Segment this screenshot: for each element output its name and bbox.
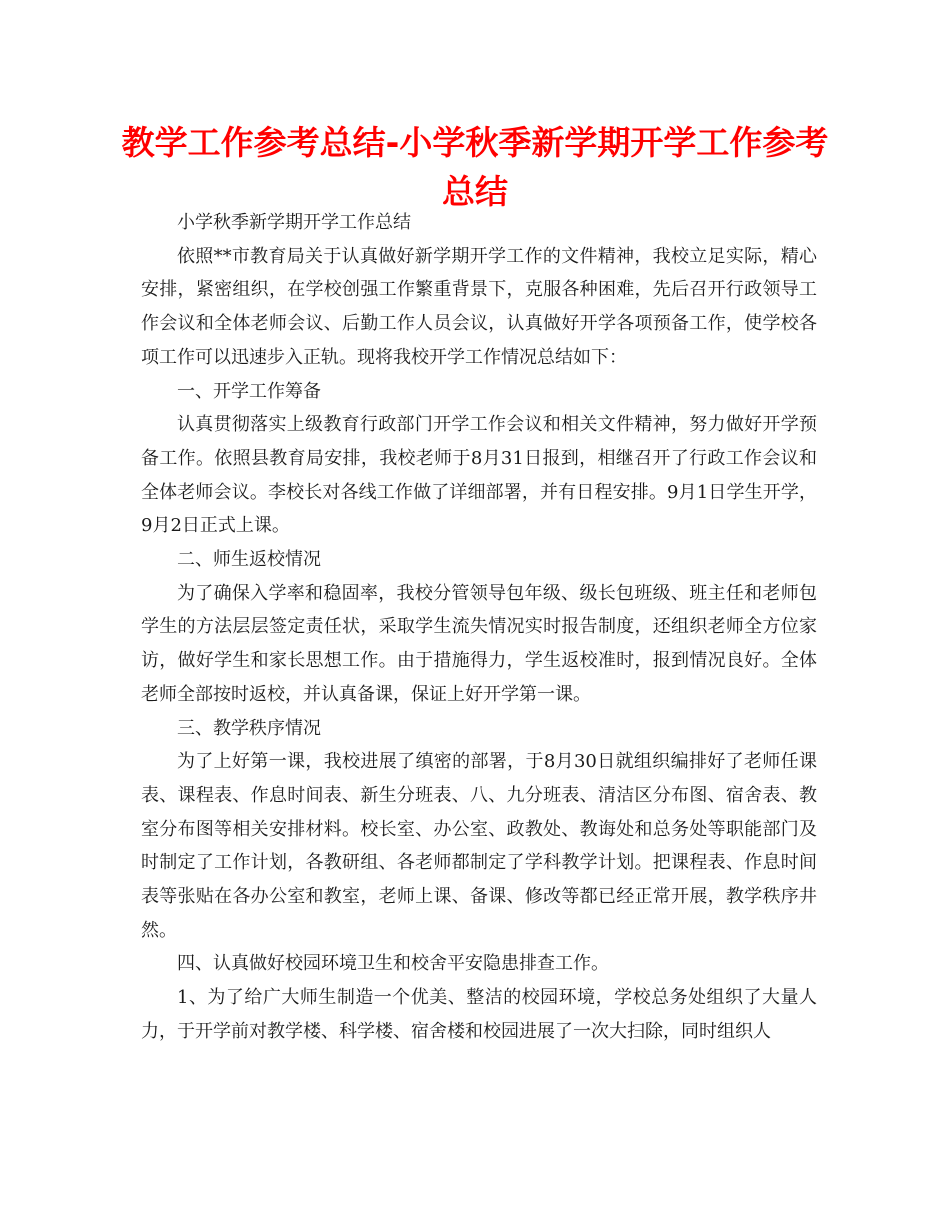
section-paragraph-2: 为了确保入学率和稳固率，我校分管领导包年级、级长包班级、班主任和老师包学生的方法层层签定责任状，采取学生流失情况实时报告制度，还组织老师全方位家访，做好学生和家长思想工作。由于措施得力，学生返校准时，报到情况良好。全体老师全部按时返校，并认真备课，保证上好开学第一课。: [141, 582, 817, 705]
section-paragraph-4: 1、为了给广大师生制造一个优美、整洁的校园环境，学校总务处组织了大量人力，于开学前对教学楼、科学楼、宿舍楼和校园进展了一次大扫除，同时组织人: [141, 987, 817, 1042]
section-heading-1: 一、开学工作筹备: [177, 380, 321, 402]
section-heading-4: 四、认真做好校园环境卫生和校舍平安隐患排查工作。: [177, 953, 609, 975]
subtitle-paragraph: 小学秋季新学期开学工作总结: [177, 212, 411, 233]
intro-paragraph: 依照**市教育局关于认真做好新学期开学工作的文件精神，我校立足实际，精心安排，紧密组织，在学校创强工作繁重背景下，克服各种困难，先后召开行政领导工作会议和全体老师会议、后勤工作人员会议，认真做好开学各项预备工作，使学校各项工作可以迅速步入正轨。现将我校开学工作情况总结如下：: [141, 245, 817, 368]
section-heading-3: 三、教学秩序情况: [177, 717, 321, 739]
document-title: 教学工作参考总结-小学秋季新学期开学工作参考总结: [121, 123, 829, 211]
document-body: [141, 206, 817, 1049]
section-paragraph-1: 认真贯彻落实上级教育行政部门开学工作会议和相关文件精神，努力做好开学预备工作。依照县教育局安排，我校老师于8月31日报到，相继召开了行政工作会议和全体老师会议。李校长对各线工作做了详细部署，并有日程安排。9月1日学生开学，9月2日正式上课。: [141, 414, 817, 537]
section-paragraph-3: 为了上好第一课，我校进展了缜密的部署，于8月30日就组织编排好了老师任课表、课程表、作息时间表、新生分班表、八、九分班表、清洁区分布图、宿舍表、教室分布图等相关安排材料。校长室、办公室、政教处、教诲处和总务处等职能部门及时制定了工作计划，各教研组、各老师都制定了学科教学计划。把课程表、作息时间表等张贴在各办公室和教室，老师上课、备课、修改等都已经正常开展，教学秩序井然。: [141, 751, 817, 941]
section-heading-2: 二、师生返校情况: [177, 549, 321, 571]
